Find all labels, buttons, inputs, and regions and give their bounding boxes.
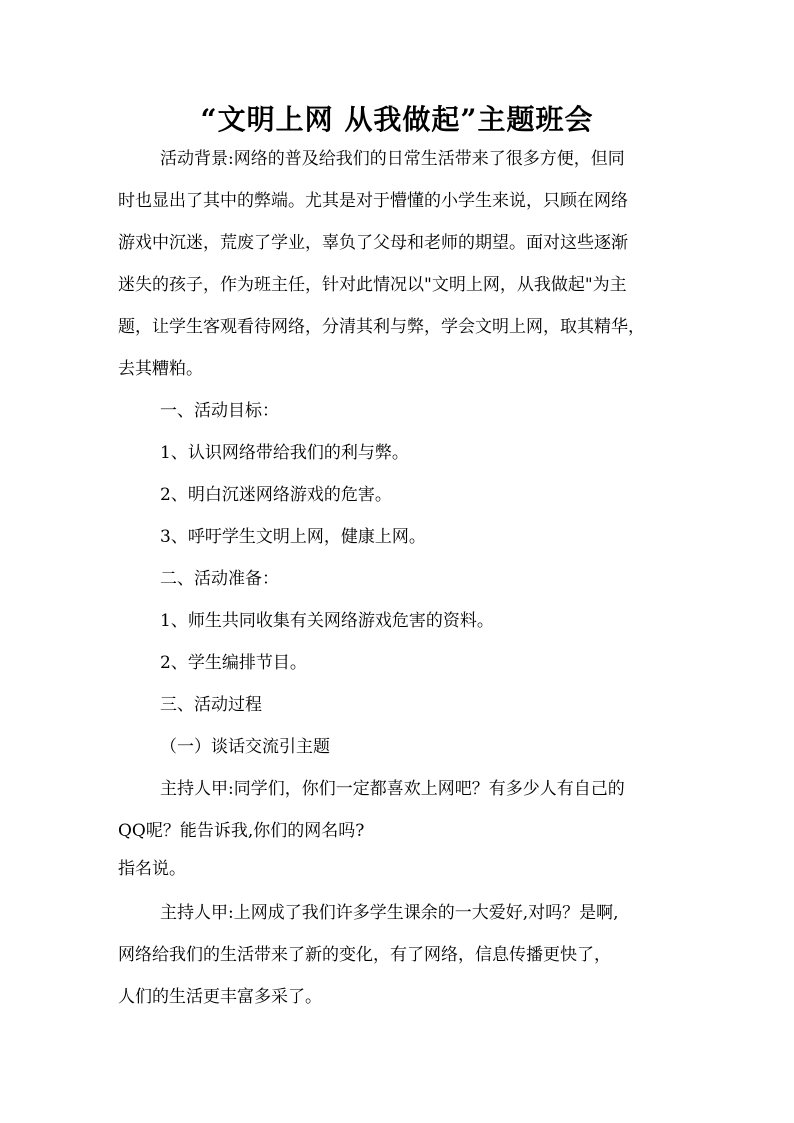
list-item: 2、学生编排节目。 <box>160 653 307 673</box>
paragraph-line: 去其糟粕。 <box>118 359 203 379</box>
section-heading: 一、活动目标： <box>160 401 279 421</box>
paragraph-line: 主持人甲:上网成了我们许多学生课余的一大爱好,对吗？是啊, <box>160 903 619 923</box>
list-item: 1、师生共同收集有关网络游戏危害的资料。 <box>160 611 494 631</box>
document-title: “文明上网 从我做起”主题班会 <box>200 103 594 136</box>
section-heading: 二、活动准备： <box>160 569 279 589</box>
paragraph-line: 时也显出了其中的弊端。尤其是对于懵懂的小学生来说，只顾在网络 <box>118 191 628 211</box>
paragraph-line: 网络给我们的生活带来了新的变化，有了网络，信息传播更快了， <box>118 945 611 965</box>
paragraph-line: 主持人甲:同学们，你们一定都喜欢上网吧？有多少人有自己的 <box>160 779 625 799</box>
paragraph-line: 人们的生活更丰富多采了。 <box>118 987 322 1007</box>
paragraph-line: 迷失的孩子，作为班主任，针对此情况以"文明上网，从我做起"为主 <box>118 275 627 295</box>
paragraph-line: 游戏中沉迷，荒废了学业，辜负了父母和老师的期望。面对这些逐渐 <box>118 233 628 253</box>
section-heading: 三、活动过程 <box>160 695 262 715</box>
paragraph-line: 活动背景:网络的普及给我们的日常生活带来了很多方便，但同 <box>160 149 625 169</box>
paragraph-line: QQ呢？能告诉我,你们的网名吗? <box>118 821 365 841</box>
paragraph-line: 指名说。 <box>118 859 186 879</box>
list-item: 3、呼吁学生文明上网，健康上网。 <box>160 527 426 547</box>
subsection-heading: （一）谈话交流引主题 <box>160 737 330 757</box>
paragraph-line: 题，让学生客观看待网络，分清其利与弊，学会文明上网，取其精华， <box>118 317 645 337</box>
list-item: 2、明白沉迷网络游戏的危害。 <box>160 485 392 505</box>
list-item: 1、认识网络带给我们的利与弊。 <box>160 443 409 463</box>
